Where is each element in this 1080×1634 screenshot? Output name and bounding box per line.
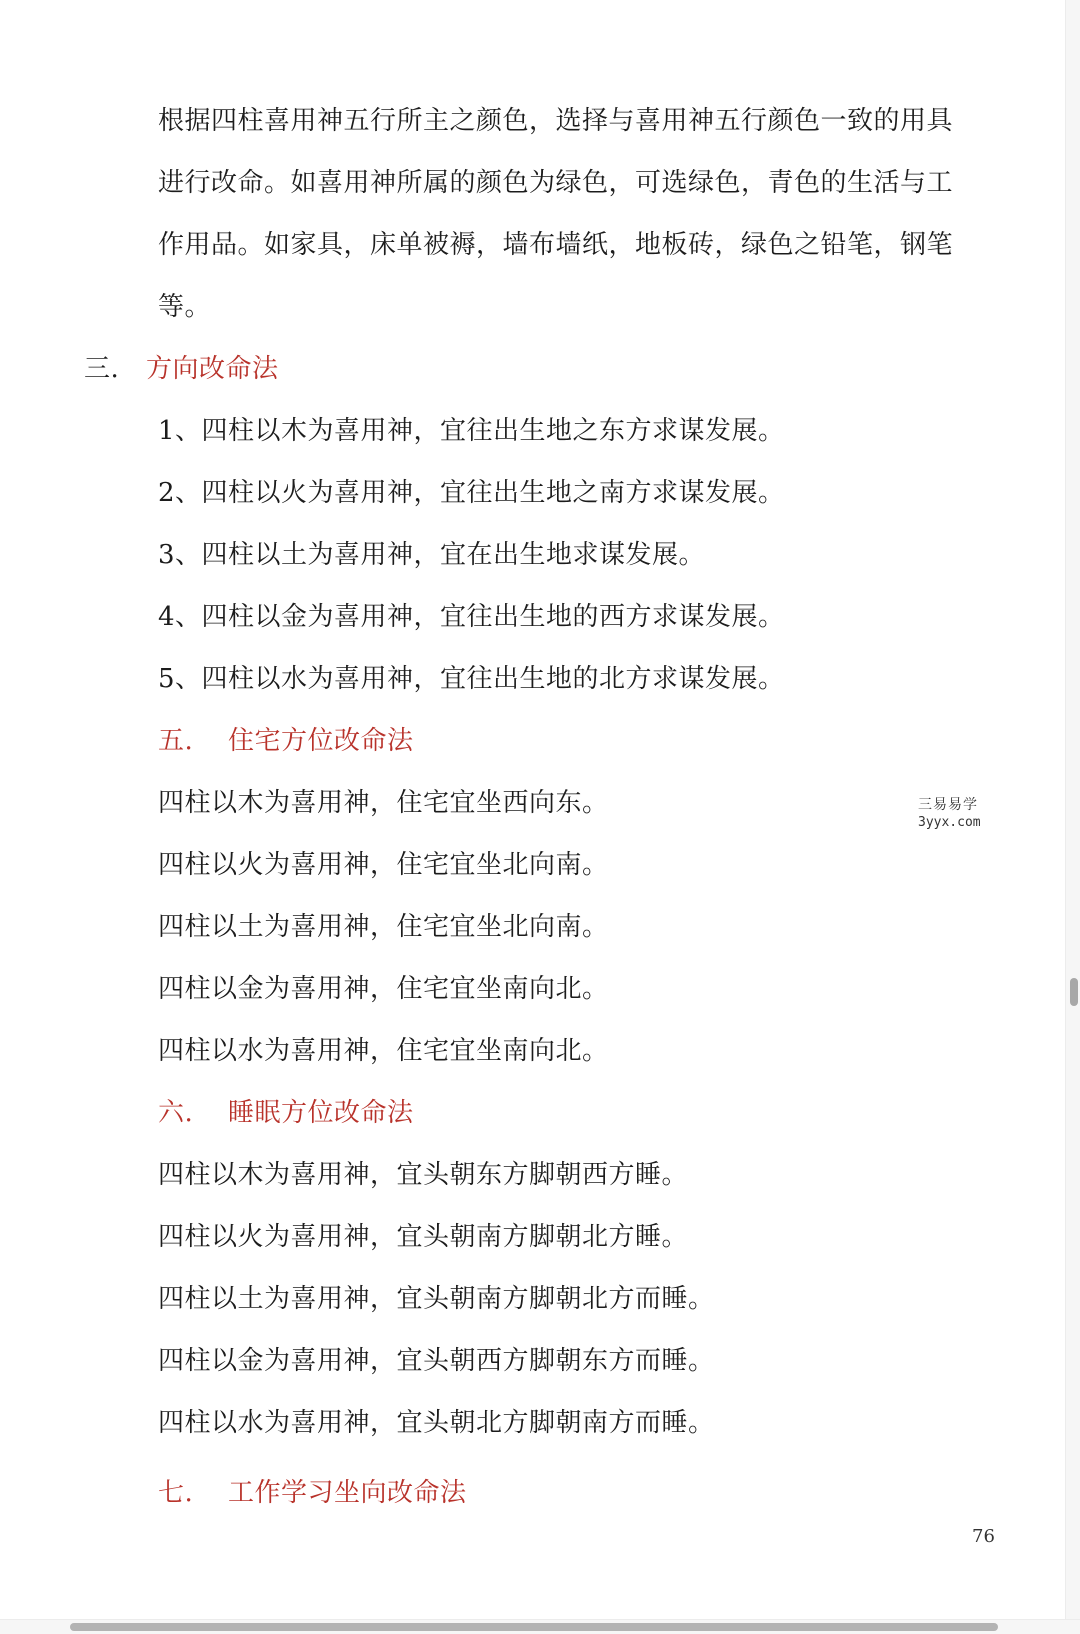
section-6-item-2: 四柱以火为喜用神，宜头朝南方脚朝北方睡。 [158, 1222, 689, 1252]
section-3-item-2: 2、四柱以火为喜用神，宜往出生地之南方求谋发展。 [158, 478, 785, 508]
section-6-item-1: 四柱以木为喜用神，宜头朝东方脚朝西方睡。 [158, 1160, 689, 1190]
section-7-heading [158, 1476, 467, 1510]
section-5-title: 住宅方位改命法 [228, 726, 414, 756]
watermark [918, 796, 998, 832]
section-5-number: 五. [158, 726, 194, 756]
watermark-name: 三易易学 [918, 797, 978, 813]
section-5-item-2: 四柱以火为喜用神，住宅宜坐北向南。 [158, 850, 609, 880]
page-number: 76 [972, 1526, 995, 1547]
section-6-item-3: 四柱以土为喜用神，宜头朝南方脚朝北方而睡。 [158, 1284, 715, 1314]
section-5-heading [158, 724, 414, 758]
vertical-scrollbar[interactable] [1065, 0, 1080, 1634]
section-3-number: 三. [84, 354, 120, 384]
section-3-title: 方向改命法 [146, 354, 279, 384]
section-7-title: 工作学习坐向改命法 [228, 1478, 467, 1508]
section-5-item-1: 四柱以木为喜用神，住宅宜坐西向东。 [158, 788, 609, 818]
intro-line-2: 进行改命。如喜用神所属的颜色为绿色，可选绿色，青色的生活与工 [158, 168, 954, 198]
section-3-item-1: 1、四柱以木为喜用神，宜往出生地之东方求谋发展。 [158, 416, 785, 446]
section-7-number: 七. [158, 1478, 194, 1508]
section-5-item-4: 四柱以金为喜用神，住宅宜坐南向北。 [158, 974, 609, 1004]
section-3-item-3: 3、四柱以土为喜用神，宜在出生地求谋发展。 [158, 540, 706, 570]
intro-line-3: 作用品。如家具，床单被褥，墙布墙纸，地板砖，绿色之铅笔，钢笔 [158, 230, 954, 260]
intro-line-1: 根据四柱喜用神五行所主之颜色，选择与喜用神五行颜色一致的用具 [158, 106, 954, 136]
watermark-url: 3yyx.com [918, 815, 981, 830]
section-3-item-5: 5、四柱以水为喜用神，宜往出生地的北方求谋发展。 [158, 664, 785, 694]
section-6-number: 六. [158, 1098, 194, 1128]
horizontal-scrollbar[interactable] [0, 1619, 1080, 1634]
section-5-item-5: 四柱以水为喜用神，住宅宜坐南向北。 [158, 1036, 609, 1066]
section-6-item-4: 四柱以金为喜用神，宜头朝西方脚朝东方而睡。 [158, 1346, 715, 1376]
section-6-title: 睡眠方位改命法 [228, 1098, 414, 1128]
section-6-heading [158, 1096, 414, 1130]
horizontal-scrollbar-thumb[interactable] [70, 1623, 998, 1631]
section-3-item-4: 4、四柱以金为喜用神，宜往出生地的西方求谋发展。 [158, 602, 785, 632]
section-6-item-5: 四柱以水为喜用神，宜头朝北方脚朝南方而睡。 [158, 1408, 715, 1438]
vertical-scrollbar-thumb[interactable] [1070, 978, 1078, 1006]
section-5-item-3: 四柱以土为喜用神，住宅宜坐北向南。 [158, 912, 609, 942]
section-3-heading [84, 352, 279, 386]
intro-line-4: 等。 [158, 292, 212, 322]
